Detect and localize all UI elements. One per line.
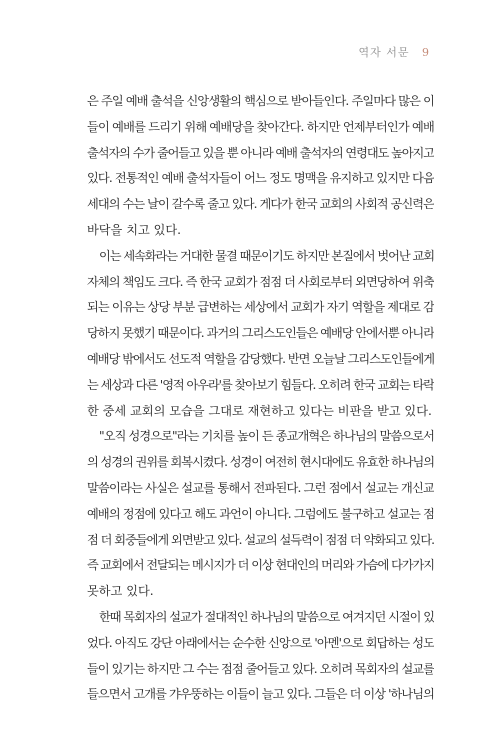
text-line: 못하고 있다. bbox=[87, 584, 154, 599]
text-line: 즉 교회에서 전달되는 메시지가 더 이상 현대인의 머리와 가슴에 다가가지 bbox=[87, 558, 434, 573]
text-line: 들으면서 고개를 갸우뚱하는 이들이 늘고 있다. 그들은 더 이상 '하나님의 bbox=[87, 687, 434, 702]
text-line: 었다. 아직도 강단 아래에서는 순수한 신앙으로 '아멘'으로 회답하는 성도 bbox=[87, 635, 434, 650]
text-line: 이는 세속화라는 거대한 물결 때문이기도 하지만 본질에서 벗어난 교회 bbox=[99, 248, 434, 263]
text-line: 되는 이유는 상당 부분 급변하는 세상에서 교회가 자기 역할을 제대로 감 bbox=[87, 300, 434, 315]
text-line: 당하지 못했기 때문이다. 과거의 그리스도인들은 예배당 안에서뿐 아니라 bbox=[87, 326, 434, 341]
text-line: 들이 예배를 드리기 위해 예배당을 찾아간다. 하지만 언제부터인가 예배 bbox=[87, 119, 434, 134]
text-line: 예배의 정점에 있다고 해도 과언이 아니다. 그럼에도 불구하고 설교는 점 bbox=[87, 506, 434, 521]
text-line: 들이 있기는 하지만 그 수는 점점 줄어들고 있다. 오히려 목회자의 설교를 bbox=[87, 661, 434, 676]
body-text bbox=[87, 89, 434, 708]
text-line: 있다. 전통적인 예배 출석자들이 어느 정도 명맥을 유지하고 있지만 다음 bbox=[87, 171, 434, 186]
text-line: 세대의 수는 날이 갈수록 줄고 있다. 게다가 한국 교회의 사회적 공신력은 bbox=[87, 197, 434, 212]
text-line: 바닥을 치고 있다. bbox=[87, 222, 182, 237]
text-line: 자체의 책임도 크다. 즉 한국 교회가 점점 더 사회로부터 외면당하여 위축 bbox=[87, 274, 434, 289]
text-line: 의 성경의 권위를 회복시켰다. 성경이 여전히 현시대에도 유효한 하나님의 bbox=[87, 455, 434, 470]
text-line: 말씀이라는 사실은 설교를 통해서 전파된다. 그런 점에서 설교는 개신교 bbox=[87, 480, 434, 495]
text-line: 은 주일 예배 출석을 신앙생활의 핵심으로 받아들인다. 주일마다 많은 이 bbox=[87, 94, 434, 108]
text-line: 한때 목회자의 설교가 절대적인 하나님의 말씀으로 여겨지던 시절이 있 bbox=[99, 609, 434, 624]
section-title: 역자 서문 bbox=[358, 46, 410, 59]
text-line: "오직 성경으로"라는 기치를 높이 든 종교개혁은 하나님의 말씀으로서 bbox=[99, 429, 434, 444]
text-line: 예배당 밖에서도 선도적 역할을 감당했다. 반면 오늘날 그리스도인들에게 bbox=[87, 351, 434, 366]
text-line: 는 세상과 다른 '영적 아우라'를 찾아보기 힘들다. 오히려 한국 교회는 타락 bbox=[87, 377, 434, 392]
page-number: 9 bbox=[422, 46, 430, 59]
text-line: 한 중세 교회의 모습을 그대로 재현하고 있다는 비판을 받고 있다. bbox=[87, 403, 432, 418]
text-line: 출석자의 수가 줄어들고 있을 뿐 아니라 예배 출석자의 연령대도 높아지고 bbox=[87, 145, 434, 160]
running-header bbox=[358, 44, 430, 60]
text-line: 점 더 회중들에게 외면받고 있다. 설교의 설득력이 점점 더 약화되고 있다. bbox=[87, 532, 434, 547]
